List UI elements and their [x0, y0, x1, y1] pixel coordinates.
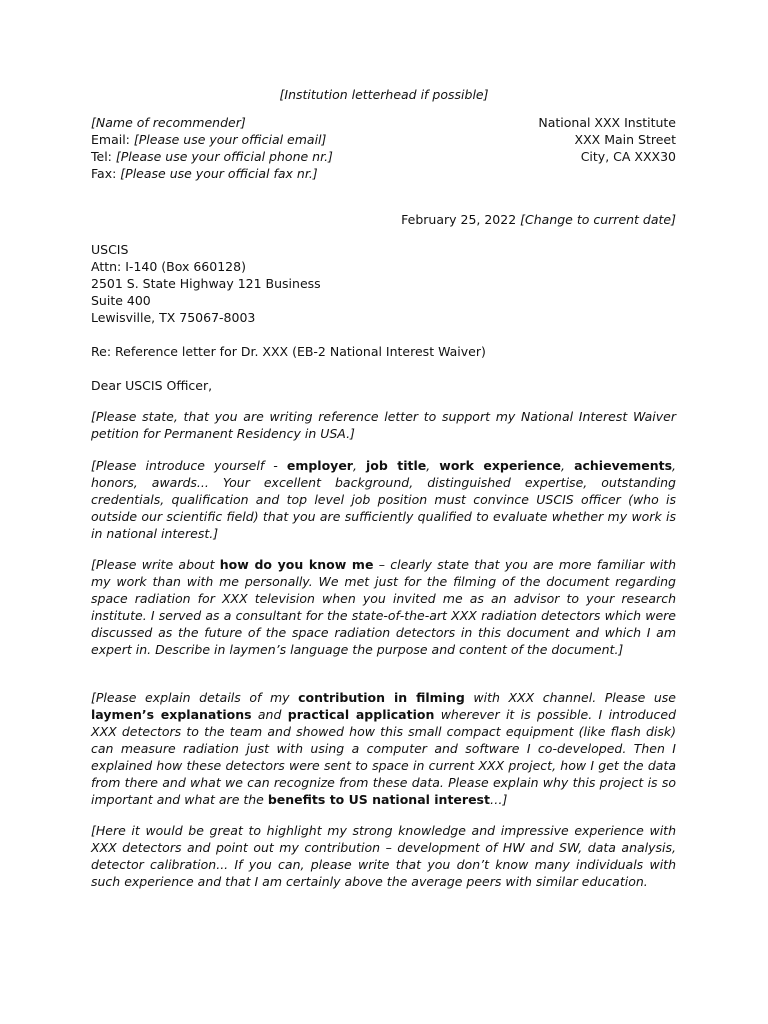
recipient-line: Attn: I-140 (Box 660128): [91, 259, 246, 274]
date-value: February 25, 2022: [401, 212, 521, 227]
letter-date: [276, 211, 676, 228]
sender-name: [Name of recommender]: [91, 115, 246, 130]
sender-tel: Tel: [Please use your official phone nr.]: [91, 149, 333, 164]
recipient-address: [91, 241, 491, 326]
recipient-line: USCIS: [91, 242, 129, 257]
sender-fax: Fax: [Please use your official fax nr.]: [91, 166, 318, 181]
institution-name: National XXX Institute: [538, 115, 676, 130]
institution-street: XXX Main Street: [574, 132, 676, 147]
paragraph-relationship: [Please write about how do you know me – clearly state that you are more familiar with my work than with me personally. We met just for the filming of the document regarding space radiation for XXX television when you invited me as an advisor to your research institute. I served as a consultant for the state-of-the-art XXX radiation detectors which were discussed as the future of the space radiation detectors in this document and which I am expert in. Describe in laymen’s language the purpose and content of the document.]: [91, 557, 676, 657]
paragraph-introduction: [Please introduce yourself - employer, job title, work experience, achievements, honors, awards... Your excellent background, distinguished expertise, outstanding credentials, qualification and top level job position must convince USCIS officer (who is outside our scientific field) that you are sufficiently qualified to evaluate whether my work is in national interest.]: [91, 458, 676, 541]
paragraph-expertise: [Here it would be great to highlight my strong knowledge and impressive experience with XXX detectors and point out my contribution – development of HW and SW, data analysis, detector calibration... If you can, please write that you don’t know many individuals with such experience and that I am certainly above the average peers with similar education.: [91, 823, 676, 889]
institution-address: [416, 114, 676, 165]
paragraph-contribution: [Please explain details of my contribution in filming with XXX channel. Please use laymen’s explanations and practical application wherever it is possible. I introduced XXX detectors to the team and showed how this small compact equipment (like flash disk) can measure radiation just with using a computer and software I co-developed. Then I explained how these detectors were sent to space in current XXX project, how I get the data from there and what we can recognize from these data. Please explain why this project is so important and what are the benefits to US national interest…]: [91, 690, 677, 807]
subject-line: Re: Reference letter for Dr. XXX (EB-2 National Interest Waiver): [91, 344, 486, 359]
sender-block: [91, 114, 421, 182]
recipient-line: 2501 S. State Highway 121 Business: [91, 276, 321, 291]
recipient-line: Suite 400: [91, 293, 151, 308]
letterhead-placeholder: [Institution letterhead if possible]: [279, 87, 489, 102]
salutation: Dear USCIS Officer,: [91, 378, 213, 393]
recipient-line: Lewisville, TX 75067-8003: [91, 310, 256, 325]
paragraph-purpose: [Please state, that you are writing reference letter to support my National Interest Waiver petition for Permanent Residency in USA.]: [91, 409, 676, 441]
institution-city: City, CA XXX30: [580, 149, 676, 164]
sender-email: Email: [Please use your official email]: [91, 132, 327, 147]
date-note: [Change to current date]: [520, 212, 676, 227]
